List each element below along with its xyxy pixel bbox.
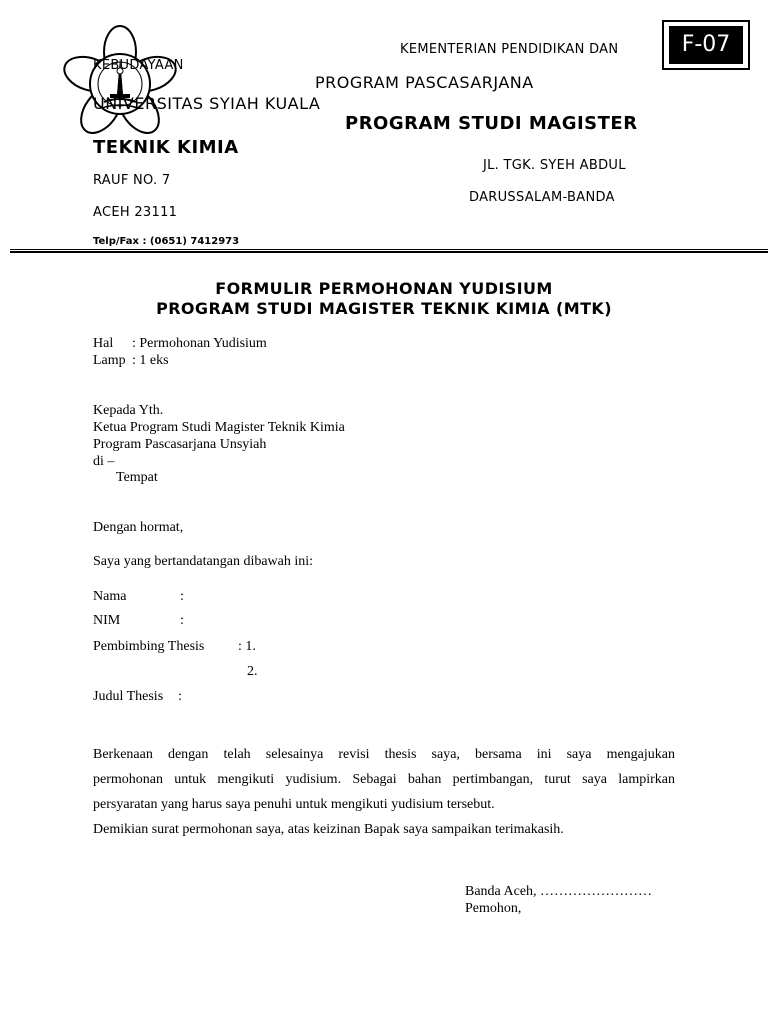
judul-colon: :: [178, 689, 182, 704]
closing-sentence: Demikian surat permohonan saya, atas keizinan Bapak saya sampaikan terimakasih.: [93, 822, 564, 837]
kepada: Kepada Yth.: [93, 403, 164, 418]
paragraph-line2: permohonan untuk mengikuti yudisium. Sebagai bahan pertimbangan, turut saya lampirkan: [93, 772, 675, 787]
applicant-label: Pemohon,: [465, 901, 522, 916]
program-pascasarjana: PROGRAM PASCASARJANA: [315, 73, 534, 92]
ministry-line2: KEBUDAYAAN: [93, 58, 184, 73]
place-date: Banda Aceh, ……………………: [465, 884, 653, 899]
pembimbing-label: Pembimbing Thesis: [93, 639, 205, 654]
tempat: Tempat: [116, 470, 158, 485]
form-code-badge: [662, 20, 750, 70]
pembimbing-2: 2.: [247, 664, 258, 679]
address-line4: ACEH 23111: [93, 205, 178, 220]
di: di –: [93, 454, 115, 469]
address-line1: JL. TGK. SYEH ABDUL: [483, 158, 626, 173]
form-code: F-07: [669, 26, 743, 64]
program-studi-line1: PROGRAM STUDI MAGISTER: [345, 113, 638, 134]
recipient-line1: Ketua Program Studi Magister Teknik Kimia: [93, 420, 345, 435]
body-paragraph: [93, 742, 675, 842]
judul-label: Judul Thesis: [93, 689, 164, 704]
ministry-line1: KEMENTERIAN PENDIDIKAN DAN: [400, 42, 619, 57]
intro-text: Saya yang bertandatangan dibawah ini:: [93, 554, 314, 569]
greeting: Dengan hormat,: [93, 520, 184, 535]
university-logo: [62, 24, 178, 140]
university-name: UNIVERSITAS SYIAH KUALA: [93, 94, 321, 113]
nama-label: Nama: [93, 589, 127, 604]
telp-fax: Telp/Fax : (0651) 7412973: [93, 236, 240, 247]
header-divider-thin: [10, 249, 768, 250]
address-line3: DARUSSALAM-BANDA: [469, 190, 615, 205]
program-studi-line2: TEKNIK KIMIA: [93, 137, 239, 158]
address-line2: RAUF NO. 7: [93, 173, 171, 188]
paragraph-line3: persyaratan yang harus saya penuhi untuk mengikuti yudisium tersebut.: [93, 797, 495, 812]
hal-label: Hal: [93, 336, 114, 351]
recipient-line2: Program Pascasarjana Unsyiah: [93, 437, 267, 452]
lamp-value: : 1 eks: [132, 353, 169, 368]
paragraph-line1: Berkenaan dengan telah selesainya revisi thesis saya, bersama ini saya mengajukan: [93, 747, 675, 762]
form-title-line2: PROGRAM STUDI MAGISTER TEKNIK KIMIA (MTK): [156, 299, 612, 318]
header-divider-thick: [10, 251, 768, 253]
nim-label: NIM: [93, 613, 121, 628]
hal-value: : Permohonan Yudisium: [132, 336, 267, 351]
nim-colon: :: [180, 613, 184, 628]
lamp-label: Lamp: [93, 353, 126, 368]
pembimbing-1: : 1.: [238, 639, 256, 654]
nama-colon: :: [180, 589, 184, 604]
form-title-line1: FORMULIR PERMOHONAN YUDISIUM: [215, 279, 553, 298]
